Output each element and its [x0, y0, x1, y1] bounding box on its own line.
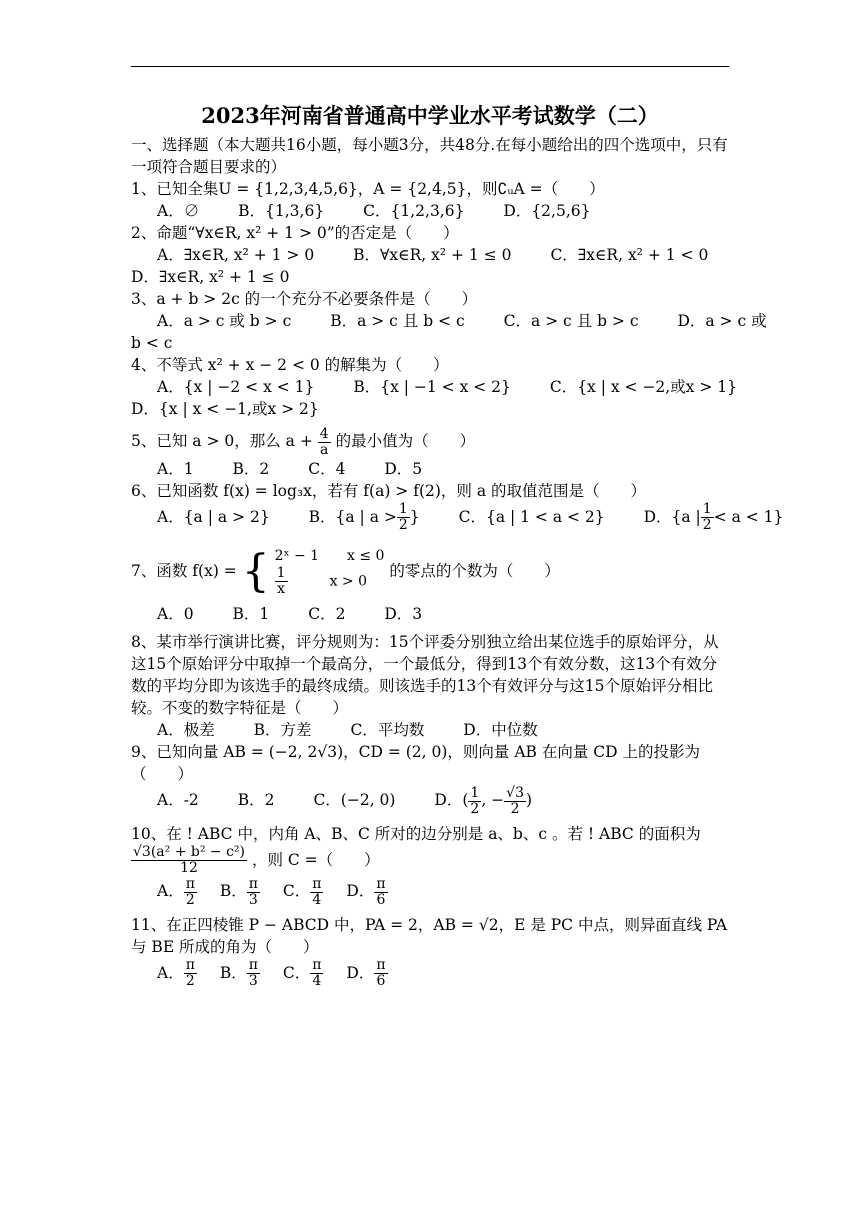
option-c[interactable]: C．{x | x < −2,或x > 1} — [549, 378, 738, 396]
numerator: √3 — [506, 784, 524, 801]
option-b[interactable]: B．1 — [232, 605, 270, 623]
denominator: 3 — [248, 891, 258, 908]
option-c[interactable] — [282, 875, 324, 908]
denominator: 4 — [312, 891, 322, 908]
numerator: π — [376, 957, 386, 973]
denominator: 4 — [312, 973, 322, 989]
numerator: 1 — [276, 565, 286, 581]
question-2-stem: 2、命题“∀x∈R, x² + 1 > 0”的否定是（ ） — [131, 224, 459, 242]
option-a[interactable]: A．{a | a > 2} — [157, 507, 270, 526]
question-9-stem: 9、已知向量 AB = (−2, 2√3)，CD = (2, 0)，则向量 AB 在向量 CD 上的投影为（ ） — [131, 743, 700, 783]
numerator: 1 — [398, 501, 408, 517]
denominator: 2 — [470, 800, 480, 817]
header-rule — [131, 66, 729, 67]
numerator: √3(a² + b² − c²) — [133, 844, 245, 860]
fraction — [310, 877, 323, 908]
option-d[interactable]: D．∃x∈R, x² + 1 ≤ 0 — [131, 268, 290, 286]
numerator: π — [185, 957, 195, 973]
option-text: B．{a | a > — [308, 507, 397, 526]
option-b[interactable]: B．2 — [232, 459, 270, 478]
option-b[interactable]: B．∀x∈R, x² + 1 ≤ 0 — [353, 246, 512, 264]
option-d[interactable] — [434, 784, 533, 817]
option-c[interactable]: C．a > c 且 b > c — [503, 312, 639, 330]
option-label: C． — [282, 963, 311, 982]
fraction — [184, 958, 197, 989]
denominator: x — [277, 581, 286, 597]
question-4-stem: 4、不等式 x² + x − 2 < 0 的解集为（ ） — [131, 356, 449, 374]
fraction — [318, 427, 331, 458]
option-a[interactable] — [157, 957, 197, 989]
option-d[interactable] — [643, 501, 784, 533]
option-d[interactable]: D．{2,5,6} — [503, 202, 591, 220]
option-d[interactable] — [346, 957, 387, 989]
option-b[interactable] — [219, 875, 260, 908]
question-11-stem: 11、在正四棱锥 P − ABCD 中，PA = 2，AB = √2，E 是 PC 中点，则异面直线 PA 与 BE 所成的角为（ ） — [131, 915, 728, 956]
question-10-stem: 10、在 ! ABC 中，内角 A、B、C 所对的边分别是 a、b、c 。若 ! ABC 的面积为 — [131, 824, 701, 843]
fraction — [310, 958, 323, 989]
question-8-options — [157, 719, 729, 741]
question-4-options — [157, 376, 738, 398]
option-d[interactable]: D．5 — [384, 459, 423, 478]
option-text: D．( — [434, 791, 469, 809]
option-text: < a < 1} — [713, 507, 784, 526]
fraction — [247, 958, 260, 989]
option-d-continuation: b < c — [131, 334, 173, 352]
denominator: 2 — [185, 891, 195, 908]
question-9-options — [157, 785, 729, 817]
option-label: A． — [157, 963, 184, 982]
question-11-options — [157, 958, 729, 990]
option-b[interactable]: B．{1,3,6} — [238, 202, 325, 220]
option-a[interactable]: A．0 — [157, 605, 194, 623]
fraction — [184, 877, 197, 908]
condition: x > 0 — [329, 573, 368, 590]
question-6-stem: 6、已知函数 f(x) = log₃x，若有 f(a) > f(2)，则 a 的取值范围是（ ） — [131, 481, 646, 500]
exam-document — [131, 100, 784, 989]
numerator: π — [248, 875, 258, 892]
stem-text: 的最小值为（ ） — [335, 432, 476, 450]
stem-text: 的零点的个数为（ ） — [389, 562, 560, 580]
option-a[interactable]: A．-2 — [157, 791, 199, 809]
option-text: } — [409, 507, 420, 526]
piece-row-2 — [275, 566, 385, 597]
option-a[interactable]: A．∅ — [157, 202, 200, 220]
denominator: 3 — [248, 973, 258, 989]
question-10-options — [157, 876, 729, 908]
option-b[interactable]: B．{x | −1 < x < 2} — [353, 378, 511, 396]
denominator: 12 — [180, 860, 198, 876]
option-label: C． — [282, 882, 311, 900]
denominator: 2 — [510, 800, 520, 817]
stem-text: 5、已知 a > 0，那么 a + — [131, 432, 313, 450]
piecewise-function — [275, 547, 385, 597]
option-a[interactable] — [157, 875, 197, 908]
option-c[interactable]: C．4 — [308, 459, 346, 478]
numerator: 1 — [702, 501, 712, 517]
fraction — [374, 877, 387, 908]
question-10-stem-cont — [131, 845, 729, 877]
question-7-options — [157, 603, 729, 625]
question-3-options — [157, 310, 767, 332]
option-c[interactable]: C．∃x∈R, x² + 1 < 0 — [550, 246, 709, 264]
numerator: π — [376, 875, 386, 892]
question-1-stem: 1、已知全集U = {1,2,3,4,5,6}，A = {2,4,5}，则∁ᵤA =（ ） — [131, 180, 605, 198]
option-text: ) — [525, 791, 533, 809]
option-label: A． — [157, 882, 184, 900]
fraction — [701, 502, 714, 533]
option-a[interactable]: A．∃x∈R, x² + 1 > 0 — [157, 246, 315, 264]
option-a[interactable]: A．1 — [157, 459, 194, 478]
question-8-stem: 8、某市举行演讲比赛，评分规则为：15个评委分别独立给出某位选手的原始评分，从这15个原始评分中取掉一个最高分，一个最低分，得到13个有效分数，这13个有效分数的平均分即为该选手的最终成绩。则该选手的13个有效评分与这15个原始评分相比较。不变的数字特征是（ ） — [131, 633, 719, 717]
option-c[interactable]: C．2 — [308, 605, 346, 623]
fraction — [275, 566, 288, 597]
stem-text: ，则 C =（ ） — [251, 850, 380, 869]
option-text: D．{a | — [643, 507, 701, 526]
option-c[interactable]: C．{a | 1 < a < 2} — [458, 507, 605, 526]
option-d[interactable]: D．中位数 — [463, 721, 538, 739]
option-label: D． — [346, 882, 375, 900]
option-a[interactable]: A．a > c 或 b > c — [157, 312, 292, 330]
stem-text: 7、函数 f(x) = — [131, 562, 237, 580]
question-1-options — [157, 200, 729, 222]
fraction — [131, 845, 247, 876]
denominator: 2 — [185, 973, 195, 989]
option-b[interactable]: B．2 — [237, 791, 275, 809]
option-a[interactable]: A．{x | −2 < x < 1} — [157, 378, 315, 396]
option-c[interactable]: C．(−2, 0) — [313, 791, 396, 809]
piece-row-1: 2ˣ − 1 x ≤ 0 — [274, 548, 385, 564]
option-b[interactable] — [219, 957, 260, 989]
option-c[interactable]: C．{1,2,3,6} — [363, 202, 465, 220]
question-6-options — [157, 501, 784, 534]
exam-title: 2023年河南省普通高中学业水平考试数学（二） — [201, 103, 659, 128]
fraction — [374, 958, 387, 989]
piecewise-brace: { — [241, 546, 270, 597]
option-b[interactable]: B．方差 — [253, 721, 312, 739]
option-text: , − — [481, 791, 505, 809]
option-d[interactable]: D．{x | x < −1,或x > 2} — [131, 400, 319, 418]
option-b[interactable]: B．a > c 且 b < c — [330, 312, 465, 330]
denominator: 6 — [376, 973, 386, 989]
numerator: 4 — [319, 425, 329, 442]
option-d[interactable]: D．a > c 或 — [677, 312, 767, 330]
question-2-options — [157, 244, 729, 266]
denominator: 6 — [376, 891, 386, 908]
numerator: π — [312, 875, 322, 892]
question-5-options — [157, 458, 729, 480]
fraction — [468, 786, 481, 817]
section-heading: 一、选择题（本大题共16小题，每小题3分，共48分.在每小题给出的四个选项中，只有一项符合题目要求的） — [131, 136, 728, 176]
option-b[interactable] — [308, 501, 420, 533]
option-a[interactable]: A．极差 — [157, 721, 215, 739]
fraction — [247, 877, 260, 908]
option-d[interactable] — [346, 875, 387, 908]
denominator: 2 — [398, 517, 408, 533]
question-7-stem — [131, 539, 729, 603]
question-5-stem — [131, 426, 729, 458]
denominator: a — [320, 441, 329, 458]
fraction — [397, 502, 410, 533]
numerator: π — [185, 875, 195, 892]
option-label: B． — [219, 963, 247, 982]
option-c[interactable]: C．平均数 — [350, 721, 425, 739]
question-3-stem: 3、a + b > 2c 的一个充分不必要条件是（ ） — [131, 290, 478, 308]
numerator: π — [312, 957, 322, 973]
fraction — [504, 786, 526, 817]
option-c[interactable] — [282, 957, 324, 989]
numerator: π — [248, 957, 258, 973]
option-d[interactable]: D．3 — [384, 605, 423, 623]
numerator: 1 — [470, 784, 480, 801]
option-label: B． — [219, 882, 247, 900]
denominator: 2 — [702, 517, 712, 533]
option-label: D． — [346, 963, 375, 982]
